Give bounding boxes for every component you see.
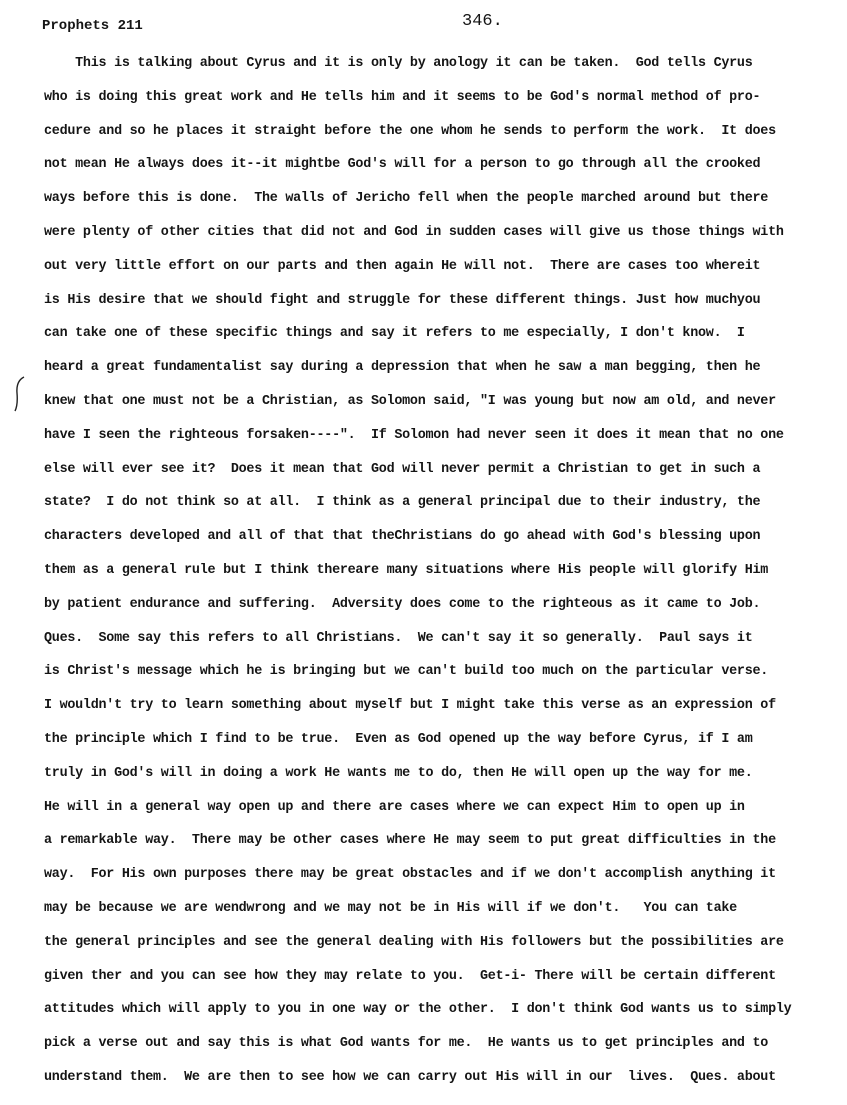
text-line: may be because we are wendwrong and we may not be in His will if we don't. You can take: [44, 900, 737, 916]
text-line: them as a general rule but I think thereare many situations where His people will glorify Him: [44, 562, 769, 578]
text-line: He will in a general way open up and there are cases where we can expect Him to open up in: [44, 799, 745, 815]
text-line: state? I do not think so at all. I think as a general principal due to their industry, the: [44, 495, 761, 511]
text-line: have I seen the righteous forsaken----". If Solomon had never seen it does it mean that no one: [44, 427, 784, 443]
margin-bracket-mark: [12, 375, 28, 413]
text-line: knew that one must not be a Christian, as Solomon said, "I was young but now am old, and never: [44, 393, 776, 409]
text-line: attitudes which will apply to you in one way or the other. I don't think God wants us to simply: [44, 1002, 792, 1018]
text-line: I wouldn't try to learn something about myself but I might take this verse as an expression of: [44, 698, 776, 714]
text-line: heard a great fundamentalist say during a depression that when he saw a man begging, then he: [44, 360, 761, 376]
body-text: [44, 47, 834, 1095]
text-line: ways before this is done. The walls of Jericho fell when the people marched around but there: [44, 191, 769, 207]
text-line: the principle which I find to be true. Even as God opened up the way before Cyrus, if I am: [44, 731, 753, 747]
text-line: out very little effort on our parts and then again He will not. There are cases too whereit: [44, 258, 761, 274]
text-line: were plenty of other cities that did not and God in sudden cases will give us those things with: [44, 224, 784, 240]
text-line: is Christ's message which he is bringing but we can't build too much on the particular verse.: [44, 664, 769, 680]
page-number: 346.: [462, 12, 503, 31]
text-line: the general principles and see the general dealing with His followers but the possibilities are: [44, 934, 784, 950]
text-line: way. For His own purposes there may be great obstacles and if we don't accomplish anything it: [44, 867, 776, 883]
text-line: understand them. We are then to see how we can carry out His will in our lives. Ques. about: [44, 1069, 776, 1085]
text-line: pick a verse out and say this is what God wants for me. He wants us to get principles and to: [44, 1036, 769, 1052]
text-line: truly in God's will in doing a work He wants me to do, then He will open up the way for me.: [44, 765, 753, 781]
text-line: is His desire that we should fight and struggle for these different things. Just how muchyou: [44, 292, 761, 308]
text-line: else will ever see it? Does it mean that God will never permit a Christian to get in such a: [44, 461, 761, 477]
text-line: not mean He always does it--it mightbe God's will for a person to go through all the crooked: [44, 157, 761, 173]
text-line: given ther and you can see how they may relate to you. Get-i- There will be certain different: [44, 968, 776, 984]
document-title: Prophets 211: [42, 18, 143, 34]
text-line: by patient endurance and suffering. Adversity does come to the righteous as it came to Job.: [44, 596, 761, 612]
text-line: a remarkable way. There may be other cases where He may seem to put great difficulties in the: [44, 833, 776, 849]
text-line: who is doing this great work and He tells him and it seems to be God's normal method of pro-: [44, 89, 761, 105]
text-line: This is talking about Cyrus and it is only by anology it can be taken. God tells Cyrus: [44, 56, 753, 71]
text-line: cedure and so he places it straight before the one whom he sends to perform the work. It does: [44, 123, 776, 139]
text-line: can take one of these specific things and say it refers to me especially, I don't know. I: [44, 326, 745, 342]
text-line: Ques. Some say this refers to all Christians. We can't say it so generally. Paul says it: [44, 630, 753, 646]
text-line: characters developed and all of that that theChristians do go ahead with God's blessing upon: [44, 529, 761, 545]
